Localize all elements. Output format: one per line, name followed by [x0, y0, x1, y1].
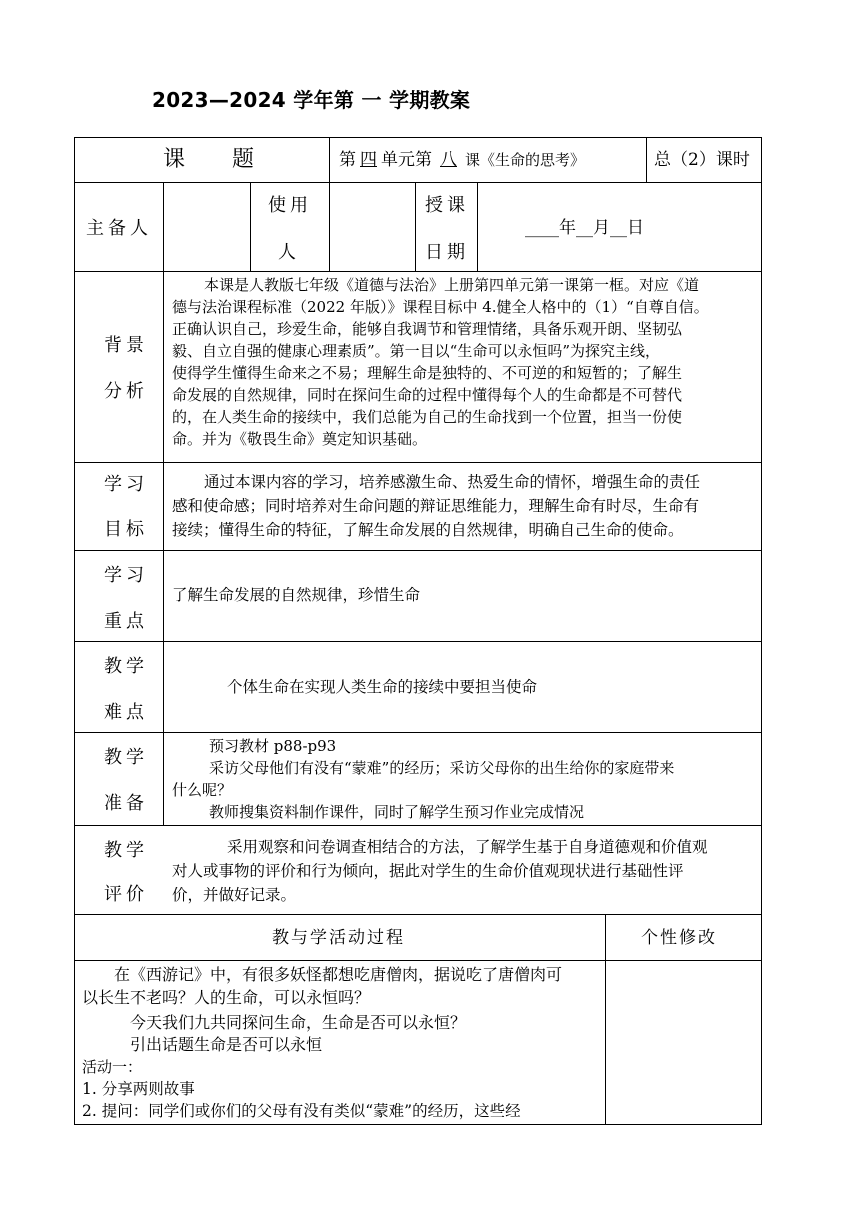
evaluation-line: 对人或事物的评价和行为倾向，据此对学生的生命价值观现状进行基础性评 [172, 862, 684, 880]
background-line: 本课是人教版七年级《道德与法治》上册第四单元第一课第一框。对应《道 [204, 276, 700, 294]
background-line: 的，在人类生命的接续中，我们总能为自己的生命找到一个位置，担当一份使 [172, 408, 683, 426]
teaching-date: ____年__月__日 [525, 218, 644, 238]
difficulties-label-line1: 教学 [104, 656, 148, 677]
user-label-line2: 人 [278, 242, 300, 263]
course-title-value [339, 148, 585, 172]
objectives-label-line2: 目标 [104, 519, 148, 540]
process-line: 今天我们九共同探问生命，生命是否可以永恒？ [130, 1013, 467, 1032]
process-line: 以长生不老吗？人的生命，可以永恒吗？ [82, 988, 371, 1007]
background-line: 命。并为《敬畏生命》奠定知识基础。 [172, 430, 428, 448]
background-line: 正确认识自己，珍爱生命，能够自我调节和管理情绪，具备乐观开朗、坚韧弘 [172, 320, 683, 338]
process-line: 活动一： [82, 1058, 143, 1076]
date-label-line2: 日期 [425, 242, 469, 263]
evaluation-line: 价，并做好记录。 [172, 886, 297, 904]
unit-number: 四 [360, 150, 377, 170]
difficulties-label-line2: 难点 [104, 702, 148, 723]
preparation-line: 预习教材 p88-p93 [209, 737, 337, 755]
lesson-number: 八 [440, 150, 457, 170]
unit-prefix: 第 [339, 150, 356, 170]
background-line: 毅、自立自强的健康心理素质”。第一目以“生命可以永恒吗”为探究主线， [172, 342, 661, 360]
key-points-text: 了解生命发展的自然规律，珍惜生命 [172, 586, 421, 604]
preparation-label-line2: 准备 [104, 793, 148, 814]
preparer-label: 主备人 [86, 218, 152, 239]
process-line: 1. 分享两则故事 [82, 1080, 195, 1098]
preparation-line: 采访父母他们有没有“蒙难”的经历；采访父母你的出生给你的家庭带来 [209, 759, 675, 777]
total-hours: 总（2）课时 [654, 150, 750, 170]
preparation-line: 什么呢？ [172, 781, 233, 799]
preparation-line: 教师搜集资料制作课件，同时了解学生预习作业完成情况 [209, 803, 585, 821]
difficulties-text: 个体生命在实现人类生命的接续中要担当使命 [227, 678, 538, 696]
objectives-line: 接续；懂得生命的特征，了解生命发展的自然规律，明确自己生命的使命。 [172, 521, 684, 539]
evaluation-label-line2: 评价 [104, 884, 148, 905]
process-line: 引出话题生命是否可以永恒 [130, 1035, 323, 1054]
page-title: 2023—2024 学年第 一 学期教案 [152, 88, 471, 112]
objectives-label-line1: 学习 [104, 474, 148, 495]
unit-mid: 单元第 [381, 150, 432, 170]
background-line: 命发展的自然规律，同时在探问生命的过程中懂得每个人的生命都是不可替代 [172, 386, 683, 404]
user-label-line1: 使用 [268, 195, 312, 216]
objectives-line: 感和使命感；同时培养对生命问题的辩证思维能力，理解生命有时尽，生命有 [172, 497, 700, 515]
evaluation-label-line1: 教学 [104, 840, 148, 861]
evaluation-line: 采用观察和问卷调查相结合的方法，了解学生基于自身道德观和价值观 [227, 838, 708, 856]
revision-header: 个性修改 [641, 928, 717, 948]
process-line: 2. 提问：同学们或你们的父母有没有类似“蒙难”的经历，这些经 [82, 1102, 521, 1120]
process-header: 教与学活动过程 [272, 928, 405, 948]
objectives-line: 通过本课内容的学习，培养感激生命、热爱生命的情怀，增强生命的责任 [204, 473, 701, 491]
background-label-line2: 分析 [104, 381, 148, 402]
background-label-line1: 背景 [104, 335, 148, 356]
date-label-line1: 授课 [425, 195, 469, 216]
lesson-title: 课《生命的思考》 [465, 151, 586, 169]
background-line: 使得学生懂得生命来之不易；理解生命是独特的、不可逆的和短暂的；了解生 [172, 364, 683, 382]
key-points-label-line2: 重点 [104, 611, 148, 632]
process-line: 在《西游记》中，有很多妖怪都想吃唐僧肉，据说吃了唐僧肉可 [114, 965, 563, 984]
preparation-label-line1: 教学 [104, 747, 148, 768]
key-points-label-line1: 学习 [104, 565, 148, 586]
background-line: 德与法治课程标准（2022 年版）》课程目标中 4.健全人格中的（1）“自尊自信。 [172, 298, 709, 316]
course-title-label: 课 题 [163, 147, 274, 172]
